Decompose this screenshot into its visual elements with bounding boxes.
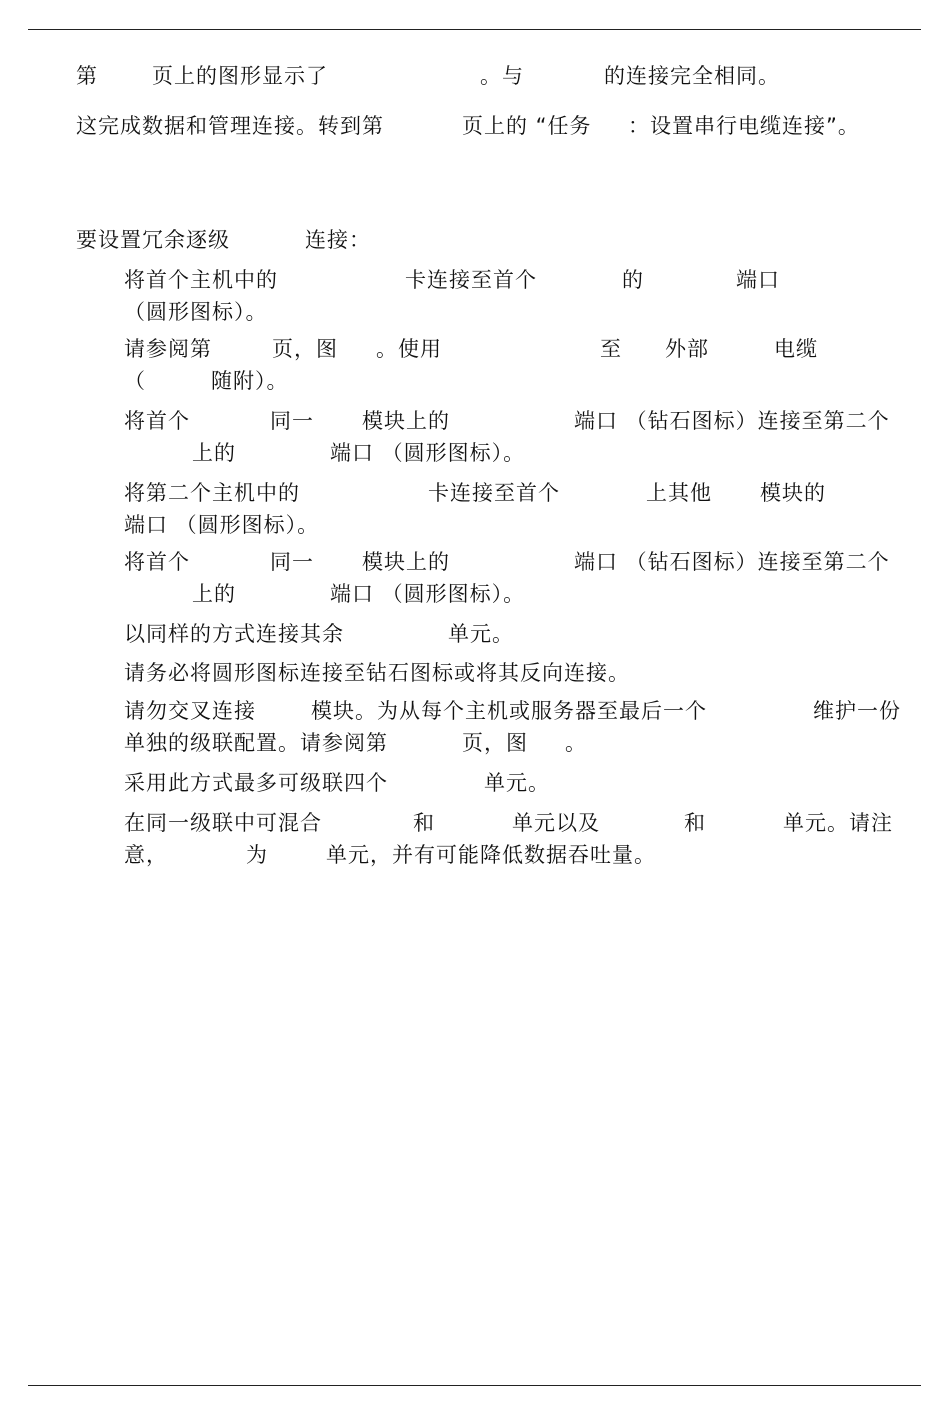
step-2-text: 页，图 bbox=[272, 337, 338, 361]
step-7-text: 请务必将圆形图标连接至钻石图标或将其反向连接。 bbox=[124, 661, 630, 685]
step-2-text: 请参阅第 bbox=[124, 337, 212, 361]
footer-rule bbox=[28, 1385, 921, 1386]
step-8-text: 维护一份 bbox=[813, 699, 901, 723]
paragraph-2-text: ：设置串行电缆连接”。 bbox=[628, 114, 860, 138]
step-1-text: 将首个主机中的 bbox=[124, 268, 278, 292]
step-8-text: 模块。为从每个主机或服务器至最后一个 bbox=[311, 699, 707, 723]
step-10-text: 意， bbox=[124, 843, 168, 867]
step-2-text: 外部 bbox=[665, 337, 709, 361]
step-3-text: 端口 （圆形图标）。 bbox=[330, 441, 526, 465]
step-9-text: 采用此方式最多可级联四个 bbox=[124, 771, 388, 795]
step-2-text: 。使用 bbox=[376, 337, 442, 361]
procedure-intro: 要设置冗余逐级 bbox=[76, 228, 230, 252]
step-9-text: 单元。 bbox=[484, 771, 550, 795]
step-5-text: 端口 （钻石图标）连接至第二个 bbox=[574, 550, 890, 574]
step-10-text: 单元，并有可能降低数据吞吐量。 bbox=[326, 843, 656, 867]
step-3-text: 上的 bbox=[192, 441, 236, 465]
step-2-text: 电缆 bbox=[774, 337, 818, 361]
step-6-text: 单元。 bbox=[448, 622, 514, 646]
paragraph-1-text: 。与 bbox=[480, 64, 524, 88]
step-4-text: 上其他 bbox=[646, 481, 712, 505]
step-5-text: 模块上的 bbox=[362, 550, 450, 574]
step-10-text: 和 bbox=[684, 811, 706, 835]
step-8-text: 页，图 bbox=[462, 731, 528, 755]
step-1-text: （圆形图标）。 bbox=[124, 300, 268, 324]
step-8-text: 单独的级联配置。请参阅第 bbox=[124, 731, 388, 755]
step-3-text: 将首个 bbox=[124, 409, 190, 433]
step-4-text: 卡连接至首个 bbox=[428, 481, 560, 505]
step-10-text: 单元以及 bbox=[512, 811, 600, 835]
step-2-text: 至 bbox=[600, 337, 622, 361]
step-4-text: 将第二个主机中的 bbox=[124, 481, 300, 505]
step-6-text: 以同样的方式连接其余 bbox=[124, 622, 344, 646]
paragraph-2-text: 这完成数据和管理连接。转到第 bbox=[76, 114, 384, 138]
step-5-text: 端口 （圆形图标）。 bbox=[330, 582, 526, 606]
step-10-text: 和 bbox=[413, 811, 435, 835]
step-1-text: 端口 bbox=[736, 268, 780, 292]
step-3-text: 同一 bbox=[270, 409, 314, 433]
step-1-text: 的 bbox=[622, 268, 644, 292]
step-10-text: 单元。请注 bbox=[783, 811, 893, 835]
step-2-text: 随附）。 bbox=[211, 369, 289, 393]
step-10-text: 为 bbox=[246, 843, 268, 867]
step-5-text: 将首个 bbox=[124, 550, 190, 574]
header-rule bbox=[28, 29, 921, 30]
step-8-text: 。 bbox=[565, 731, 587, 755]
procedure-intro: 连接： bbox=[305, 228, 371, 252]
step-10-text: 在同一级联中可混合 bbox=[124, 811, 322, 835]
step-4-text: 模块的 bbox=[760, 481, 826, 505]
paragraph-1-text: 第 bbox=[76, 64, 98, 88]
step-3-text: 端口 （钻石图标）连接至第二个 bbox=[574, 409, 890, 433]
step-4-text: 端口 （圆形图标）。 bbox=[124, 513, 320, 537]
step-1-text: 卡连接至首个 bbox=[405, 268, 537, 292]
step-2-text: （ bbox=[124, 369, 146, 393]
paragraph-1-text: 的连接完全相同。 bbox=[604, 64, 780, 88]
paragraph-1-text: 页上的图形显示了 bbox=[152, 64, 328, 88]
step-8-text: 请勿交叉连接 bbox=[124, 699, 256, 723]
step-3-text: 模块上的 bbox=[362, 409, 450, 433]
step-5-text: 上的 bbox=[192, 582, 236, 606]
step-5-text: 同一 bbox=[270, 550, 314, 574]
paragraph-2-text: 页上的 “任务 bbox=[462, 114, 592, 138]
